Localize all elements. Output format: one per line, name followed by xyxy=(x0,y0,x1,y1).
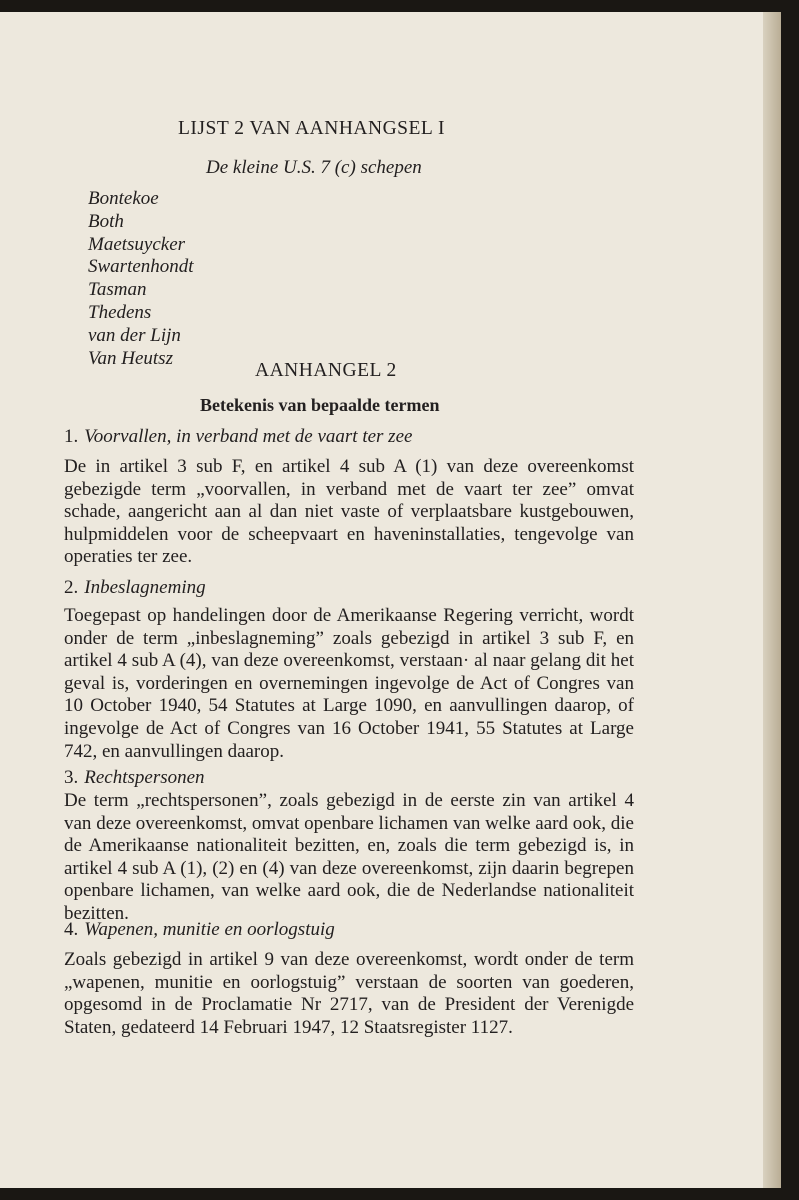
page-edge xyxy=(763,12,781,1188)
section-number: 2. xyxy=(64,577,79,598)
list-title: LIJST 2 VAN AANHANGSEL I xyxy=(178,118,445,139)
section-body: De in artikel 3 sub F, en artikel 4 sub A (1) van deze overeenkomst gebezigde term „voorvallen, in verband met de vaart ter zee” omvat schade, aangericht aan al dan niet vaste of verplaatsbare kustgebouwen, hulpmiddelen voor de scheepvaart en haveninstallaties, tengevolge van operaties ter zee. xyxy=(64,456,634,568)
section-number: 4. xyxy=(64,919,79,940)
ship-name: Bontekoe xyxy=(88,188,159,209)
ship-name: Swartenhondt xyxy=(88,256,194,278)
section-heading xyxy=(64,919,335,941)
section-number: 1. xyxy=(64,426,79,447)
section-title: Rechtspersonen xyxy=(84,767,205,788)
section-heading xyxy=(64,426,412,448)
section-title: Inbeslagneming xyxy=(84,577,206,598)
section-body: Toegepast op handelingen door de Amerikaanse Regering verricht, wordt onder de term „inbeslagneming” zoals gebezigd in artikel 3 sub F, en artikel 4 sub A (4), van deze overeenkomst, verstaan· al naar gelang dit het geval is, vorderingen en overnemingen ingevolge de Act of Congres van 10 October 1940, 54 Statutes at Large 1090, en aanvullingen daarop, of ingevolge de Act of Congres van 16 October 1941, 55 Statutes at Large 742, en aanvullingen daarop. xyxy=(64,605,634,762)
document-page xyxy=(0,12,781,1188)
ship-list xyxy=(88,188,194,370)
section-number: 3. xyxy=(64,767,79,788)
section-title: Voorvallen, in verband met de vaart ter zee xyxy=(84,426,413,447)
ship-name: Van Heutsz xyxy=(88,347,173,369)
ship-name: Maetsuycker xyxy=(88,233,186,255)
section-title: Wapenen, munitie en oorlogstuig xyxy=(84,919,335,940)
section-body: Zoals gebezigd in artikel 9 van deze overeenkomst, wordt onder de term „wapenen, munitie en oorlogstuig” verstaan de soorten van goederen, opgesomd in de Proclamatie Nr 2717, van de President der Verenigde Staten, gedateerd 14 Februari 1947, 12 Staatsregister 1127. xyxy=(64,949,634,1038)
ship-name: Tasman xyxy=(88,279,147,301)
ship-name: van der Lijn xyxy=(88,324,181,346)
ship-name: Both xyxy=(88,210,124,232)
ship-name: Thedens xyxy=(88,301,152,323)
annex-title: AANHANGEL 2 xyxy=(255,360,397,381)
section-heading xyxy=(64,767,205,789)
annex-subtitle: Betekenis van bepaalde termen xyxy=(200,395,440,415)
section-heading xyxy=(64,577,206,599)
list-subtitle: De kleine U.S. 7 (c) schepen xyxy=(206,157,422,178)
section-body: De term „rechtspersonen”, zoals gebezigd in de eerste zin van artikel 4 van deze overeenkomst, omvat openbare lichamen van welke aard ook, die de Amerikaanse nationaliteit bezitten, en, zoals die term gebezigd is, in artikel 4 sub A (1), (2) en (4) van deze overeenkomst, zijn daarin begrepen openbare lichamen, van welke aard ook, die de Nederlandse nationaliteit bezitten. xyxy=(64,790,634,924)
